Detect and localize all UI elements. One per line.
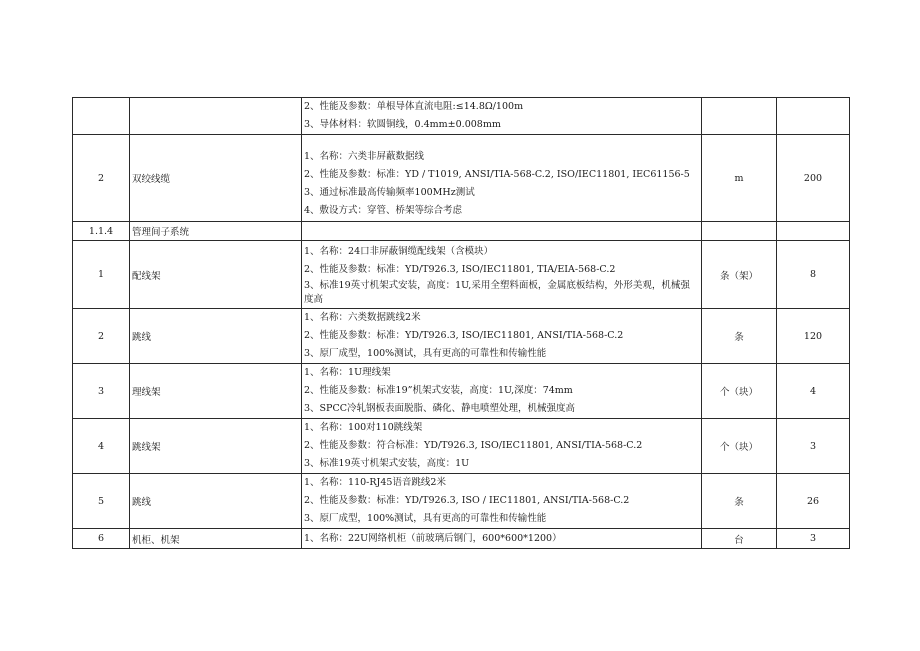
item-unit: 条: [702, 474, 777, 529]
table-row: [73, 529, 850, 549]
item-unit: m: [702, 135, 777, 222]
item-quantity: 120: [777, 309, 850, 364]
item-name: 跳线: [130, 309, 302, 364]
item-name: 配线架: [130, 241, 302, 309]
item-description: [302, 222, 702, 241]
item-name: 理线架: [130, 364, 302, 419]
item-unit: [702, 222, 777, 241]
description-line: 2、性能及参数：标准：YD/T926.3, ISO/IEC11801, TIA/EIA-568-C.2: [304, 263, 616, 275]
item-quantity: 8: [777, 241, 850, 309]
description-line: 3、导体材料：软圆铜线，0.4mm±0.008mm: [304, 119, 501, 130]
description-line: 3、SPCC冷轧钢板表面脱脂、磷化、静电喷塑处理，机械强度高: [304, 403, 575, 414]
item-number: [73, 98, 130, 135]
item-unit: 条: [702, 309, 777, 364]
item-quantity: [777, 98, 850, 135]
description-line: 1、名称：六类数据跳线2米: [304, 312, 421, 323]
item-name: 跳线架: [130, 419, 302, 474]
section-name: 管理间子系统: [130, 222, 302, 241]
item-unit: [702, 98, 777, 135]
table-row: [73, 419, 850, 474]
item-quantity: 4: [777, 364, 850, 419]
item-description: [302, 135, 702, 222]
item-unit: 个（块）: [702, 364, 777, 419]
description-line: 3、标准19英寸机架式安装，高度：1U,采用全塑料面板，金属底板结构，外形美观，机械强度高: [304, 279, 690, 305]
table-row: [73, 241, 850, 309]
item-name: 跳线: [130, 474, 302, 529]
item-number: 2: [73, 309, 130, 364]
description-line: 2、性能及参数：标准19”机架式安装，高度：1U,深度：74mm: [304, 385, 573, 396]
description-line: 3、通过标准最高传输频率100MHz测试: [304, 187, 475, 198]
description-line: 3、标准19英寸机架式安装，高度：1U: [304, 458, 470, 469]
item-number: 4: [73, 419, 130, 474]
item-name: 机柜、机架: [130, 529, 302, 549]
item-description: [302, 309, 702, 364]
description-line: 1、名称：100对110跳线架: [304, 422, 423, 433]
description-line: 2、性能及参数：标准：YD/T926.3, ISO/IEC11801, ANSI/TIA-568-C.2: [304, 330, 624, 341]
table-row: [73, 474, 850, 529]
section-row: [73, 222, 850, 241]
description-line: 3、原厂成型，100%测试，具有更高的可靠性和传输性能: [304, 513, 547, 524]
table-row: [73, 135, 850, 222]
item-number: 2: [73, 135, 130, 222]
item-number: 3: [73, 364, 130, 419]
description-line: 2、性能及参数：符合标准：YD/T926.3, ISO/IEC11801, ANSI/TIA-568-C.2: [304, 440, 643, 451]
item-unit: 台: [702, 529, 777, 549]
item-description: [302, 529, 702, 549]
item-quantity: [777, 222, 850, 241]
description-line: 1、名称：22U网络机柜（前玻璃后钢门，600*600*1200）: [304, 532, 562, 544]
description-line: 1、名称：1U理线架: [304, 367, 391, 378]
item-name: [130, 98, 302, 135]
specification-table: [72, 97, 850, 549]
description-line: 2、性能及参数：单根导体直流电阻:≤14.8Ω/100m: [304, 101, 524, 112]
description-line: 4、敷设方式：穿管、桥架等综合考虑: [304, 205, 463, 216]
description-line: 3、原厂成型，100%测试，具有更高的可靠性和传输性能: [304, 348, 547, 359]
table-row: [73, 309, 850, 364]
item-number: 6: [73, 529, 130, 549]
item-description: [302, 98, 702, 135]
description-line: 2、性能及参数：标准：YD / T1019, ANSI/TIA-568-C.2, ISO/IEC11801, IEC61156-5: [304, 169, 690, 180]
section-number: 1.1.4: [73, 222, 130, 241]
item-quantity: 200: [777, 135, 850, 222]
description-line: 1、名称：110-RJ45语音跳线2米: [304, 477, 446, 488]
item-description: [302, 364, 702, 419]
item-number: 5: [73, 474, 130, 529]
table-row: [73, 364, 850, 419]
item-name: 双绞线缆: [130, 135, 302, 222]
item-quantity: 3: [777, 419, 850, 474]
item-description: [302, 241, 702, 309]
description-line: 2、性能及参数：标准：YD/T926.3, ISO / IEC11801, ANSI/TIA-568-C.2: [304, 495, 630, 506]
item-number: 1: [73, 241, 130, 309]
item-description: [302, 474, 702, 529]
description-line: 1、名称：六类非屏蔽数据线: [304, 151, 425, 162]
item-quantity: 26: [777, 474, 850, 529]
table-row: [73, 98, 850, 135]
item-unit: 个（块）: [702, 419, 777, 474]
item-description: [302, 419, 702, 474]
item-unit: 条（架）: [702, 241, 777, 309]
description-line: 1、名称：24口非屏蔽铜缆配线架（含模块）: [304, 245, 494, 257]
item-quantity: 3: [777, 529, 850, 549]
